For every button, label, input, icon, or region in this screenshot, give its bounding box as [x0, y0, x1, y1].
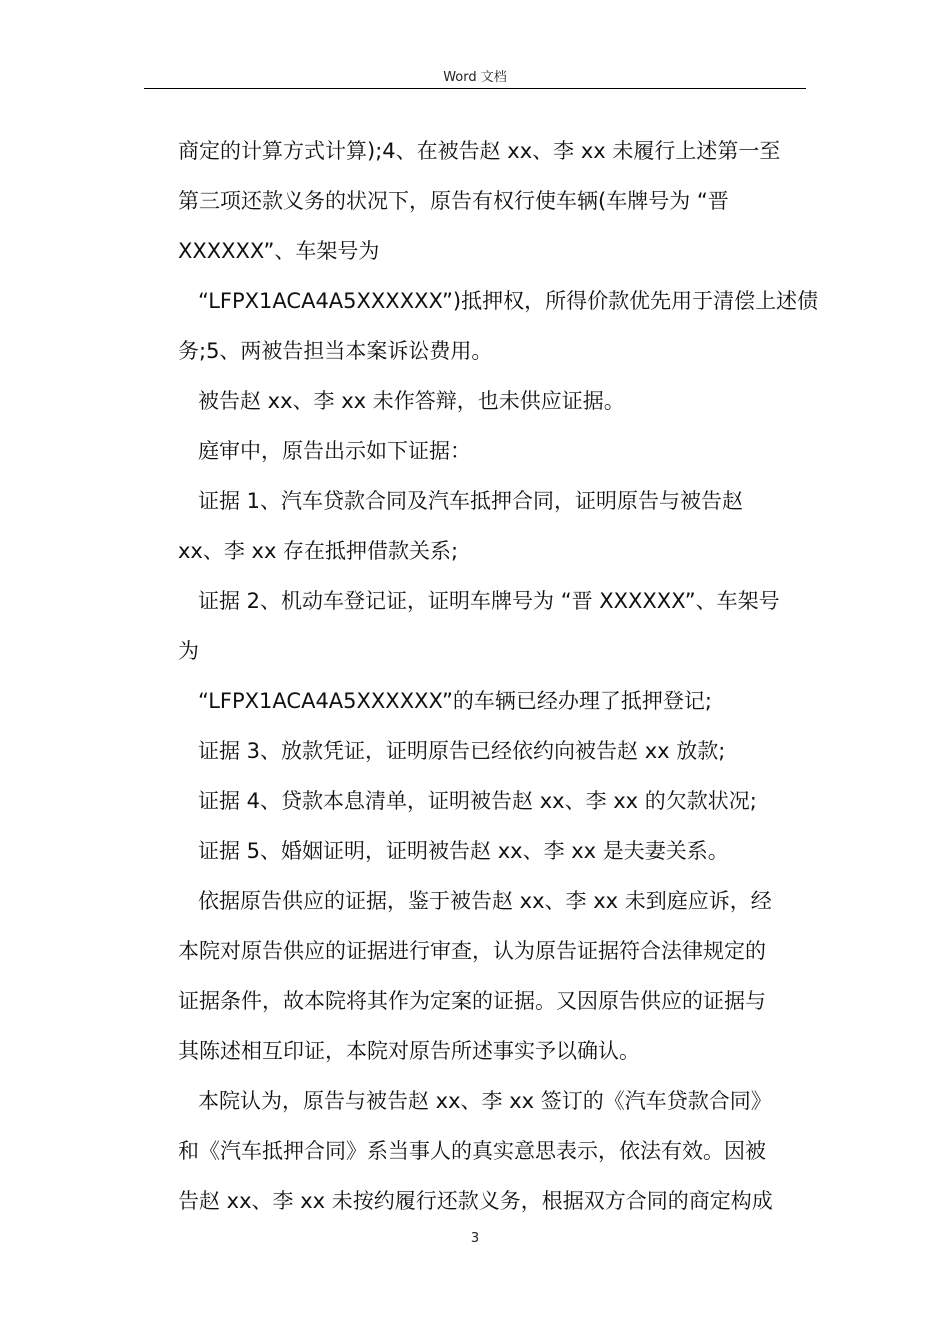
header-divider: [144, 88, 806, 89]
text-line: 和《汽车抵押合同》系当事人的真实意思表示，依法有效。因被: [178, 1139, 766, 1163]
text-line: 证据 1、汽车贷款合同及汽车抵押合同，证明原告与被告赵: [198, 489, 744, 513]
text-line: 商定的计算方式计算);4、在被告赵 xx、李 xx 未履行上述第一至: [178, 139, 781, 163]
text-line: “LFPX1ACA4A5XXXXXX”)抵押权，所得价款优先用于清偿上述债: [198, 289, 819, 313]
text-line: 第三项还款义务的状况下，原告有权行使车辆(车牌号为 “晋: [178, 189, 729, 213]
page-header-title: Word 文档: [443, 70, 507, 85]
text-line: 告赵 xx、李 xx 未按约履行还款义务，根据双方合同的商定构成: [178, 1189, 773, 1213]
page-number: 3: [470, 1231, 480, 1246]
text-line: 为: [178, 639, 199, 663]
text-line: 证据 4、贷款本息清单，证明被告赵 xx、李 xx 的欠款状况;: [198, 789, 757, 813]
text-line: 依据原告供应的证据，鉴于被告赵 xx、李 xx 未到庭应诉，经: [198, 889, 772, 913]
text-line: 证据 3、放款凭证，证明原告已经依约向被告赵 xx 放款;: [198, 739, 726, 763]
text-line: 务;5、两被告担当本案诉讼费用。: [178, 339, 493, 363]
text-line: XXXXXX”、车架号为: [178, 239, 380, 263]
text-line: 本院对原告供应的证据进行审查，认为原告证据符合法律规定的: [178, 939, 766, 963]
text-line: 证据 2、机动车登记证，证明车牌号为 “晋 XXXXXX”、车架号: [198, 589, 780, 613]
text-line: 庭审中，原告出示如下证据：: [198, 439, 471, 463]
text-line: 被告赵 xx、李 xx 未作答辩，也未供应证据。: [198, 389, 625, 413]
text-line: 证据 5、婚姻证明，证明被告赵 xx、李 xx 是夫妻关系。: [198, 839, 729, 863]
document-body: [178, 126, 819, 1226]
text-line: 证据条件，故本院将其作为定案的证据。又因原告供应的证据与: [178, 989, 766, 1013]
text-line: “LFPX1ACA4A5XXXXXX”的车辆已经办理了抵押登记;: [198, 689, 712, 713]
text-line: 其陈述相互印证，本院对原告所述事实予以确认。: [178, 1039, 640, 1063]
text-line: xx、李 xx 存在抵押借款关系;: [178, 539, 459, 563]
text-line: 本院认为，原告与被告赵 xx、李 xx 签订的《汽车贷款合同》: [198, 1089, 772, 1113]
